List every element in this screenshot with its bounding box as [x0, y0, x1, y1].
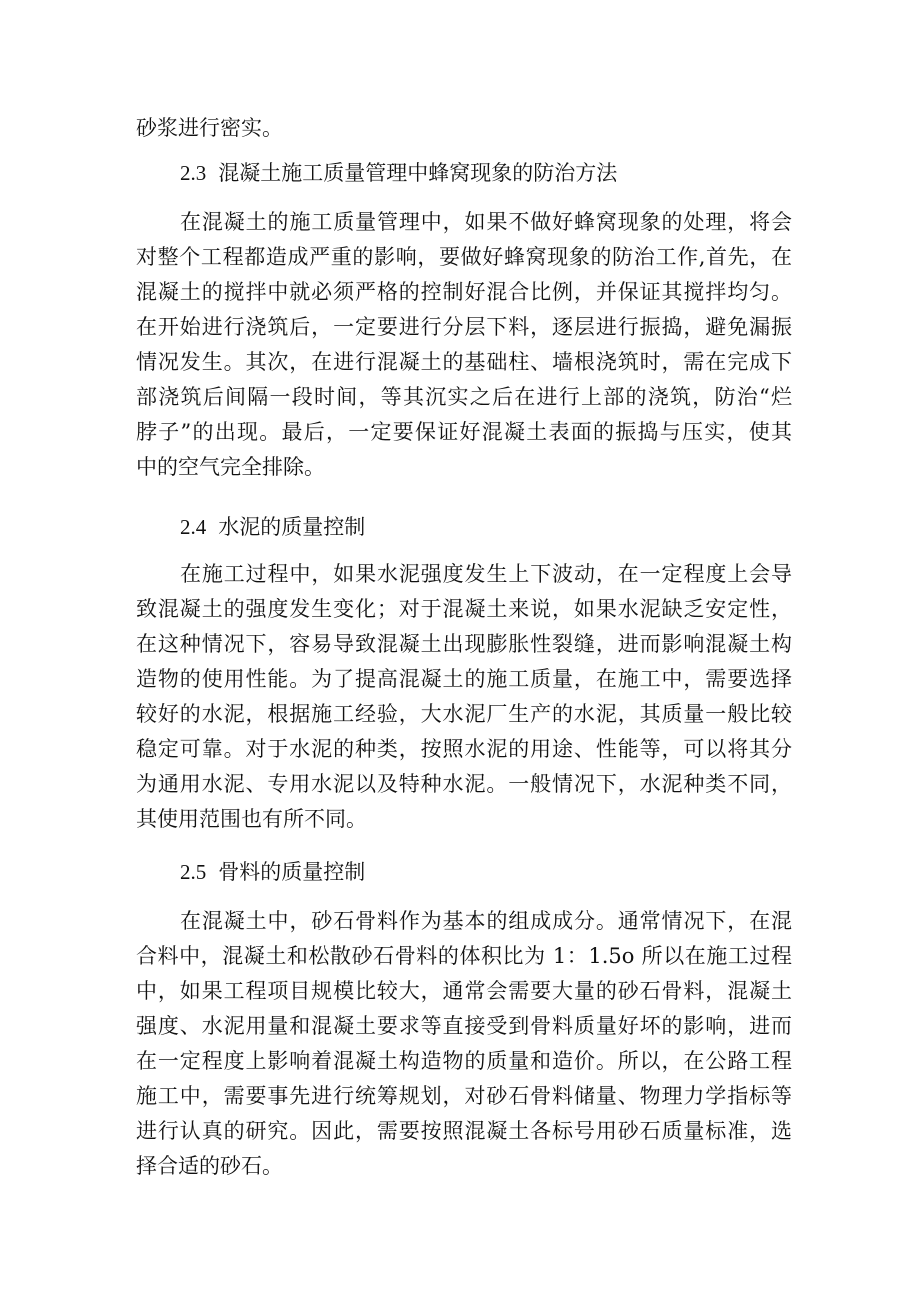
paragraph-line: 较好的水泥，根据施工经验，大水泥厂生产的水泥，其质量一般比较 — [136, 702, 792, 726]
paragraph-line: 在一定程度上影响着混凝土构造物的质量和造价。所以，在公路工程 — [136, 1049, 792, 1073]
paragraph-line: 中，如果工程项目规模比较大，通常会需要大量的砂石骨料，混凝土 — [136, 979, 792, 1003]
paragraph-line: 对整个工程都造成严重的影响，要做好蜂窝现象的防治工作,首先，在 — [136, 245, 792, 269]
paragraph-line: 中的空气完全排除。 — [136, 455, 325, 479]
paragraph-line: 施工中，需要事先进行统筹规划，对砂石骨料储量、物理力学指标等 — [136, 1084, 792, 1108]
paragraph-line: 进行认真的研究。因此，需要按照混凝土各标号用砂石质量标准，选 — [136, 1119, 792, 1143]
section-number: 2.3 — [180, 161, 207, 185]
paragraph-line: 致混凝土的强度发生变化；对于混凝土来说，如果水泥缺乏安定性， — [136, 597, 792, 621]
paragraph-line: 在开始进行浇筑后，一定要进行分层下料，逐层进行振捣，避免漏振 — [136, 315, 792, 339]
section-heading-2-4 — [180, 511, 365, 543]
paragraph-line: 脖子”的出现。最后，一定要保证好混凝土表面的振捣与压实，使其 — [136, 420, 792, 444]
section-title: 混凝土施工质量管理中蜂窝现象的防治方法 — [218, 161, 618, 185]
paragraph-line: 造物的使用性能。为了提高混凝土的施工质量，在施工中，需要选择 — [136, 667, 792, 691]
paragraph-line: 稳定可靠。对于水泥的种类，按照水泥的用途、性能等，可以将其分 — [136, 737, 792, 761]
paragraph-line: 强度、水泥用量和混凝土要求等直接受到骨料质量好坏的影响，进而 — [136, 1014, 792, 1038]
section-number: 2.5 — [180, 860, 207, 884]
paragraph-line: 部浇筑后间隔一段时间，等其沉实之后在进行上部的浇筑，防治“烂 — [136, 385, 792, 409]
paragraph-line: 情况发生。其次，在进行混凝土的基础柱、墙根浇筑时，需在完成下 — [136, 350, 792, 374]
section-heading-2-3 — [180, 157, 617, 189]
paragraph-line: 其使用范围也有所不同。 — [136, 807, 367, 831]
section-title: 骨料的质量控制 — [218, 860, 366, 884]
section-title: 水泥的质量控制 — [218, 515, 366, 539]
paragraph-line: 为通用水泥、专用水泥以及特种水泥。一般情况下，水泥种类不同， — [136, 772, 792, 796]
paragraph-line: 在混凝土中，砂石骨料作为基本的组成成分。通常情况下，在混 — [180, 909, 792, 933]
intro-tail-line: 砂浆进行密实。 — [136, 116, 283, 140]
section-number: 2.4 — [180, 515, 207, 539]
paragraph-line: 合料中，混凝土和松散砂石骨料的体积比为 1：1.5o 所以在施工过程 — [136, 944, 792, 968]
paragraph-line: 混凝土的搅拌中就必须严格的控制好混合比例，并保证其搅拌均匀。 — [136, 280, 792, 304]
paragraph-line: 择合适的砂石。 — [136, 1154, 283, 1178]
paragraph-line: 在混凝土的施工质量管理中，如果不做好蜂窝现象的处理，将会 — [180, 210, 792, 234]
paragraph-line: 在施工过程中，如果水泥强度发生上下波动，在一定程度上会导 — [180, 562, 792, 586]
paragraph-line: 在这种情况下，容易导致混凝土出现膨胀性裂缝，进而影响混凝土构 — [136, 632, 792, 656]
section-heading-2-5 — [180, 856, 365, 888]
